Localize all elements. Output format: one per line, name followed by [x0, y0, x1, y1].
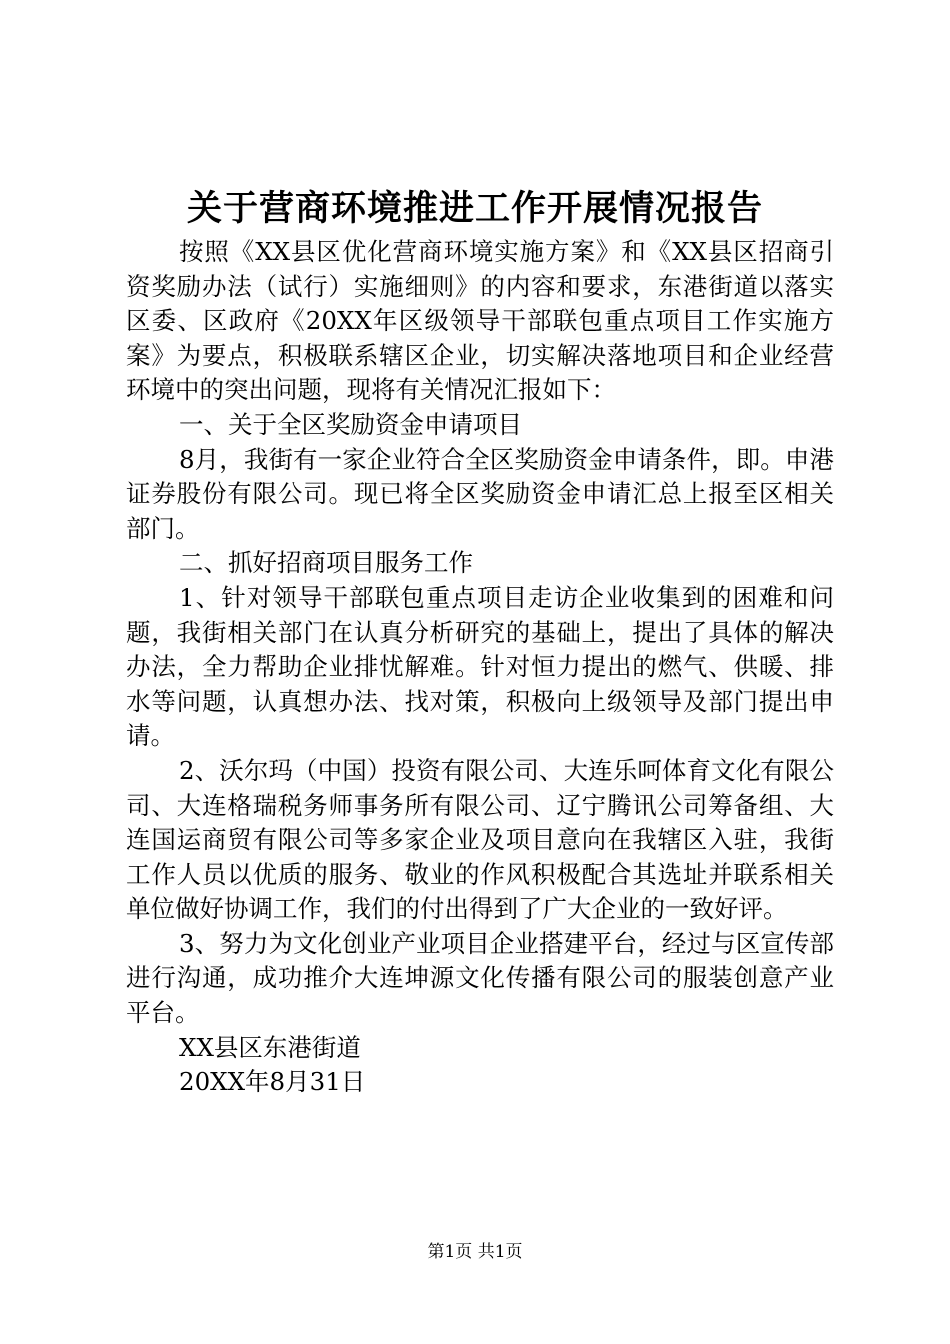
section-heading-2: 二、抓好招商项目服务工作 — [179, 548, 473, 578]
section-2-item-2: 2、沃尔玛（中国）投资有限公司、大连乐呵体育文化有限公司、大连格瑞税务师事务所有限公司、辽宁腾讯公司筹备组、大连国运商贸有限公司等多家企业及项目意向在我辖区入驻，我街工作人员以优质的服务、敬业的作风积极配合其选址并联系相关单位做好协调工作，我们的付出得到了广大企业的一致好评。 — [126, 755, 834, 924]
section-1-paragraph: 8月，我街有一家企业符合全区奖励资金申请条件，即。申港证券股份有限公司。现已将全区奖励资金申请汇总上报至区相关部门。 — [126, 444, 834, 543]
intro-paragraph: 按照《XX县区优化营商环境实施方案》和《XX县区招商引资奖励办法（试行）实施细则》的内容和要求，东港街道以落实区委、区政府《20XX年区级领导干部联包重点项目工作实施方案》为要点，积极联系辖区企业，切实解决落地项目和企业经营环境中的突出问题，现将有关情况汇报如下： — [126, 237, 834, 405]
section-heading-1: 一、关于全区奖励资金申请项目 — [179, 409, 522, 439]
section-2-item-3: 3、努力为文化创业产业项目企业搭建平台，经过与区宣传部进行沟通，成功推介大连坤源文化传播有限公司的服装创意产业平台。 — [126, 928, 834, 1028]
document-title: 关于营商环境推进工作开展情况报告 — [186, 188, 763, 229]
document-body — [126, 235, 834, 1100]
page-number-footer: 第1页 共1页 — [427, 1242, 523, 1262]
signature-date: 20XX年8月31日 — [179, 1067, 366, 1097]
signature-organization: XX县区东港街道 — [179, 1032, 361, 1062]
section-2-item-1: 1、针对领导干部联包重点项目走访企业收集到的困难和问题，我街相关部门在认真分析研究的基础上，提出了具体的解决办法，全力帮助企业排忧解难。针对恒力提出的燃气、供暖、排水等问题，认真想办法、找对策，积极向上级领导及部门提出申请。 — [126, 582, 834, 751]
